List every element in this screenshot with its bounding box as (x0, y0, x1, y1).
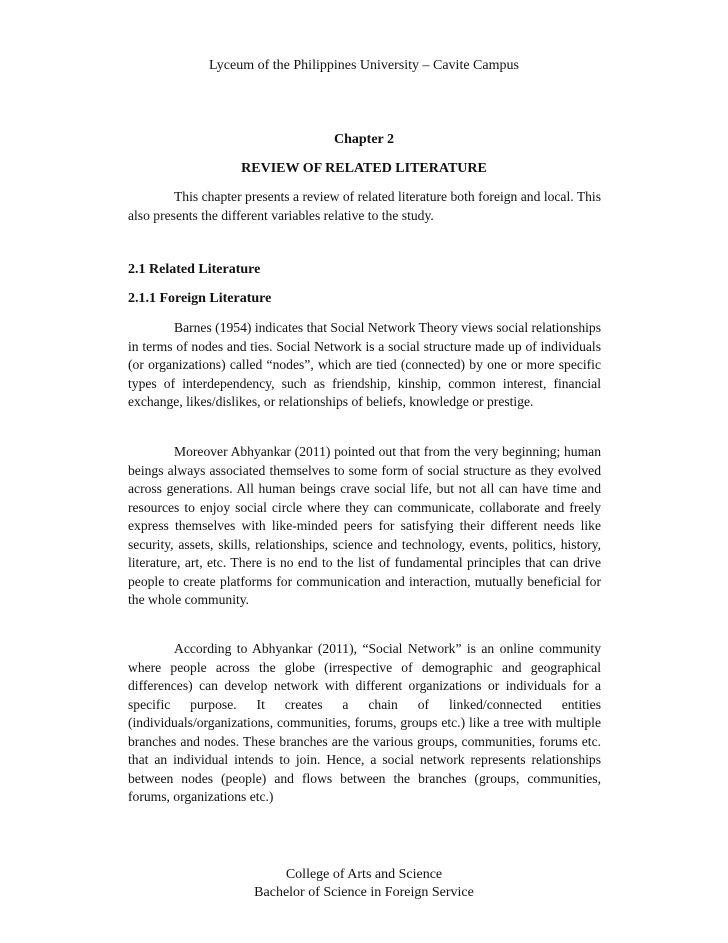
intro-paragraph (128, 188, 601, 225)
intro-text: This chapter presents a review of related literature both foreign and local. This also presents the different variables relative to the study. (128, 189, 601, 223)
paragraph-text: Barnes (1954) indicates that Social Network Theory views social relationships in terms of nodes and ties. Social Network is a social structure made up of individuals (or organizations) called “nodes”, which are tied (connected) by one or more specific types of interdependency, such as friendship, kinship, common interest, financial exchange, likes/dislikes, or relationships of beliefs, knowledge or prestige. (128, 320, 601, 409)
paragraph-abhyankar-social-network (128, 640, 601, 807)
paragraph-barnes (128, 319, 601, 412)
university-name: Lyceum of the Philippines University – Cavite Campus (209, 58, 519, 73)
paragraph-abhyankar-moreover (128, 443, 601, 610)
page-header (0, 57, 728, 75)
paragraph-text: According to Abhyankar (2011), “Social Network” is an online community where people across the globe (irrespective of demographic and geographical differences) can develop network with different organizations or individuals for a specific purpose. It creates a chain of linked/connected entities (individuals/organizations, communities, forums, groups etc.) like a tree with multiple branches and nodes. These branches are the various groups, communities, forums etc. that an individual intends to join. Hence, a social network represents relationships between nodes (people) and flows between the branches (groups, communities, forums, organizations etc.) (128, 641, 601, 804)
chapter-label: Chapter 2 (333, 132, 395, 147)
page-footer (0, 866, 728, 902)
section-heading-related-literature: 2.1 Related Literature (128, 262, 261, 277)
chapter-title: REVIEW OF RELATED LITERATURE (241, 161, 487, 176)
footer-program: Bachelor of Science in Foreign Service (254, 885, 474, 900)
subsection-heading-foreign-literature: 2.1.1 Foreign Literature (128, 291, 272, 306)
paragraph-text: Moreover Abhyankar (2011) pointed out that from the very beginning; human beings always associated themselves to some form of social structure as they evolved across generations. All human beings crave social life, but not all can have time and resources to enjoy social circle where they can communicate, collaborate and freely express themselves with like-minded peers for satisfying their different needs like security, assets, skills, relationships, science and technology, events, politics, history, literature, art, etc. There is no end to the list of fundamental principles that can drive people to create platforms for communication and interaction, mutually beneficial for the whole community. (128, 444, 601, 607)
footer-college: College of Arts and Science (285, 867, 443, 882)
